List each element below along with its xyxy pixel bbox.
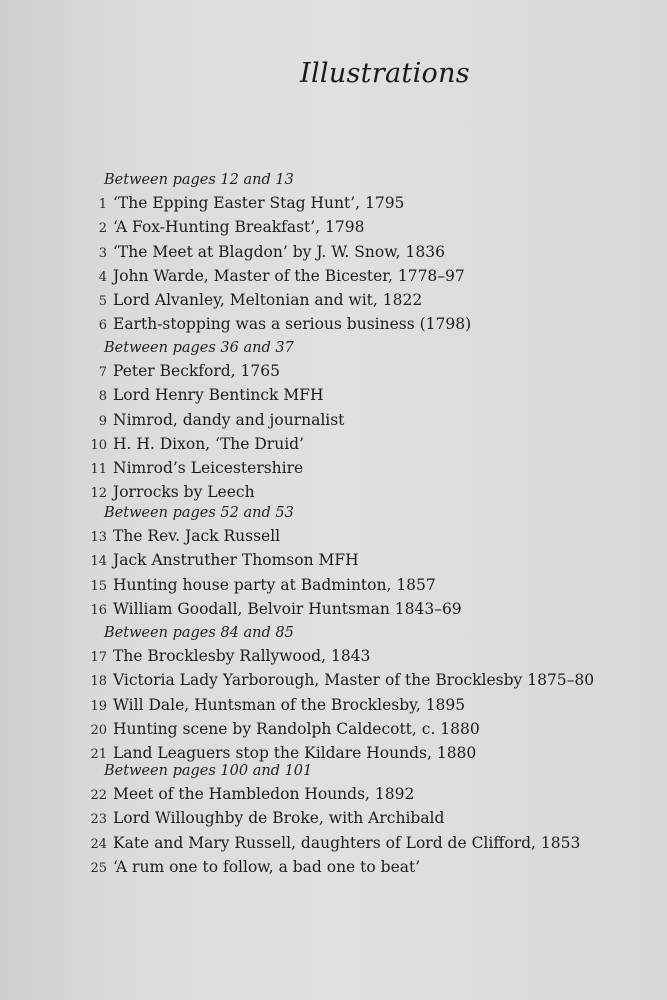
item-number: 5 <box>98 294 107 310</box>
item-caption: Hunting scene by Randolph Caldecott, c. 1880 <box>113 719 480 738</box>
item-caption: ‘A Fox-Hunting Breakfast’, 1798 <box>113 218 365 237</box>
item-number: 18 <box>90 674 107 690</box>
item-caption: Will Dale, Huntsman of the Brocklesby, 1895 <box>113 695 466 714</box>
illustration-section <box>76 172 656 338</box>
item-caption: Jorrocks by Leech <box>113 483 255 502</box>
item-caption: John Warde, Master of the Bicester, 1778–97 <box>113 266 465 285</box>
list-item <box>76 265 656 289</box>
list-item <box>76 856 656 880</box>
item-caption: Lord Henry Bentinck MFH <box>113 386 324 405</box>
item-number: 20 <box>90 722 107 738</box>
section-heading: Between pages 36 and 37 <box>104 340 294 356</box>
item-number: 3 <box>98 245 107 261</box>
list-item <box>76 598 656 622</box>
illustration-section <box>76 763 656 880</box>
list-item <box>76 645 656 669</box>
item-caption: William Goodall, Belvoir Huntsman 1843–69 <box>113 599 462 618</box>
section-heading: Between pages 84 and 85 <box>104 625 294 641</box>
item-caption: Lord Alvanley, Meltonian and wit, 1822 <box>113 291 423 310</box>
list-item <box>76 457 656 481</box>
item-caption: Land Leaguers stop the Kildare Hounds, 1880 <box>113 744 477 763</box>
item-number: 23 <box>90 812 107 828</box>
item-caption: Meet of the Hambledon Hounds, 1892 <box>113 785 415 803</box>
illustration-section <box>76 505 656 622</box>
item-caption: Kate and Mary Russell, daughters of Lord de Clifford, 1853 <box>113 833 581 852</box>
item-caption: Earth-stopping was a serious business (1798) <box>113 315 472 334</box>
illustration-section <box>76 625 656 766</box>
item-number: 21 <box>90 747 107 763</box>
item-caption: Hunting house party at Badminton, 1857 <box>113 575 436 594</box>
item-caption: The Rev. Jack Russell <box>113 527 281 545</box>
item-number: 2 <box>98 221 107 237</box>
list-item <box>76 549 656 573</box>
item-caption: The Brocklesby Rallywood, 1843 <box>113 647 371 665</box>
list-item <box>76 525 656 549</box>
item-caption: Nimrod, dandy and journalist <box>113 410 345 429</box>
item-number: 8 <box>98 389 107 405</box>
illustration-section <box>76 340 656 506</box>
item-number: 10 <box>90 437 107 453</box>
item-number: 22 <box>90 788 107 803</box>
list-item <box>76 807 656 831</box>
item-caption: Jack Anstruther Thomson MFH <box>113 551 359 570</box>
item-number: 6 <box>98 318 107 334</box>
list-item <box>76 783 656 807</box>
section-heading: Between pages 52 and 53 <box>104 505 294 521</box>
list-item <box>76 409 656 433</box>
item-caption: ‘The Epping Easter Stag Hunt’, 1795 <box>113 194 405 212</box>
list-item <box>76 360 656 384</box>
item-number: 25 <box>90 860 107 876</box>
list-item <box>76 694 656 718</box>
item-caption: Victoria Lady Yarborough, Master of the Brocklesby 1875–80 <box>113 671 595 690</box>
item-number: 11 <box>90 462 107 478</box>
list-item <box>76 216 656 240</box>
list-item <box>76 384 656 408</box>
item-caption: ‘A rum one to follow, a bad one to beat’ <box>113 857 421 876</box>
item-caption: Nimrod’s Leicestershire <box>113 459 304 478</box>
list-item <box>76 241 656 265</box>
list-item <box>76 481 656 505</box>
item-number: 13 <box>90 530 107 545</box>
list-item <box>76 718 656 742</box>
page-title: Illustrations <box>300 58 470 89</box>
section-heading: Between pages 12 and 13 <box>104 172 294 188</box>
item-caption: Lord Willoughby de Broke, with Archibald <box>113 809 445 828</box>
list-item <box>76 669 656 693</box>
item-number: 1 <box>98 197 107 212</box>
section-heading: Between pages 100 and 101 <box>104 763 313 779</box>
item-caption: H. H. Dixon, ‘The Druid’ <box>113 434 305 453</box>
list-item <box>76 832 656 856</box>
list-item <box>76 313 656 337</box>
item-number: 9 <box>98 413 107 429</box>
list-item <box>76 574 656 598</box>
item-number: 15 <box>90 578 107 594</box>
item-number: 17 <box>90 650 107 665</box>
list-item <box>76 192 656 216</box>
list-item <box>76 433 656 457</box>
list-item <box>76 289 656 313</box>
item-number: 14 <box>90 554 107 570</box>
item-number: 24 <box>90 836 107 852</box>
item-number: 12 <box>90 486 107 502</box>
item-number: 19 <box>90 698 107 714</box>
item-caption: Peter Beckford, 1765 <box>113 362 280 380</box>
item-number: 7 <box>98 365 107 380</box>
item-number: 4 <box>98 269 107 285</box>
item-number: 16 <box>90 602 107 618</box>
item-caption: ‘The Meet at Blagdon’ by J. W. Snow, 1836 <box>113 242 445 261</box>
